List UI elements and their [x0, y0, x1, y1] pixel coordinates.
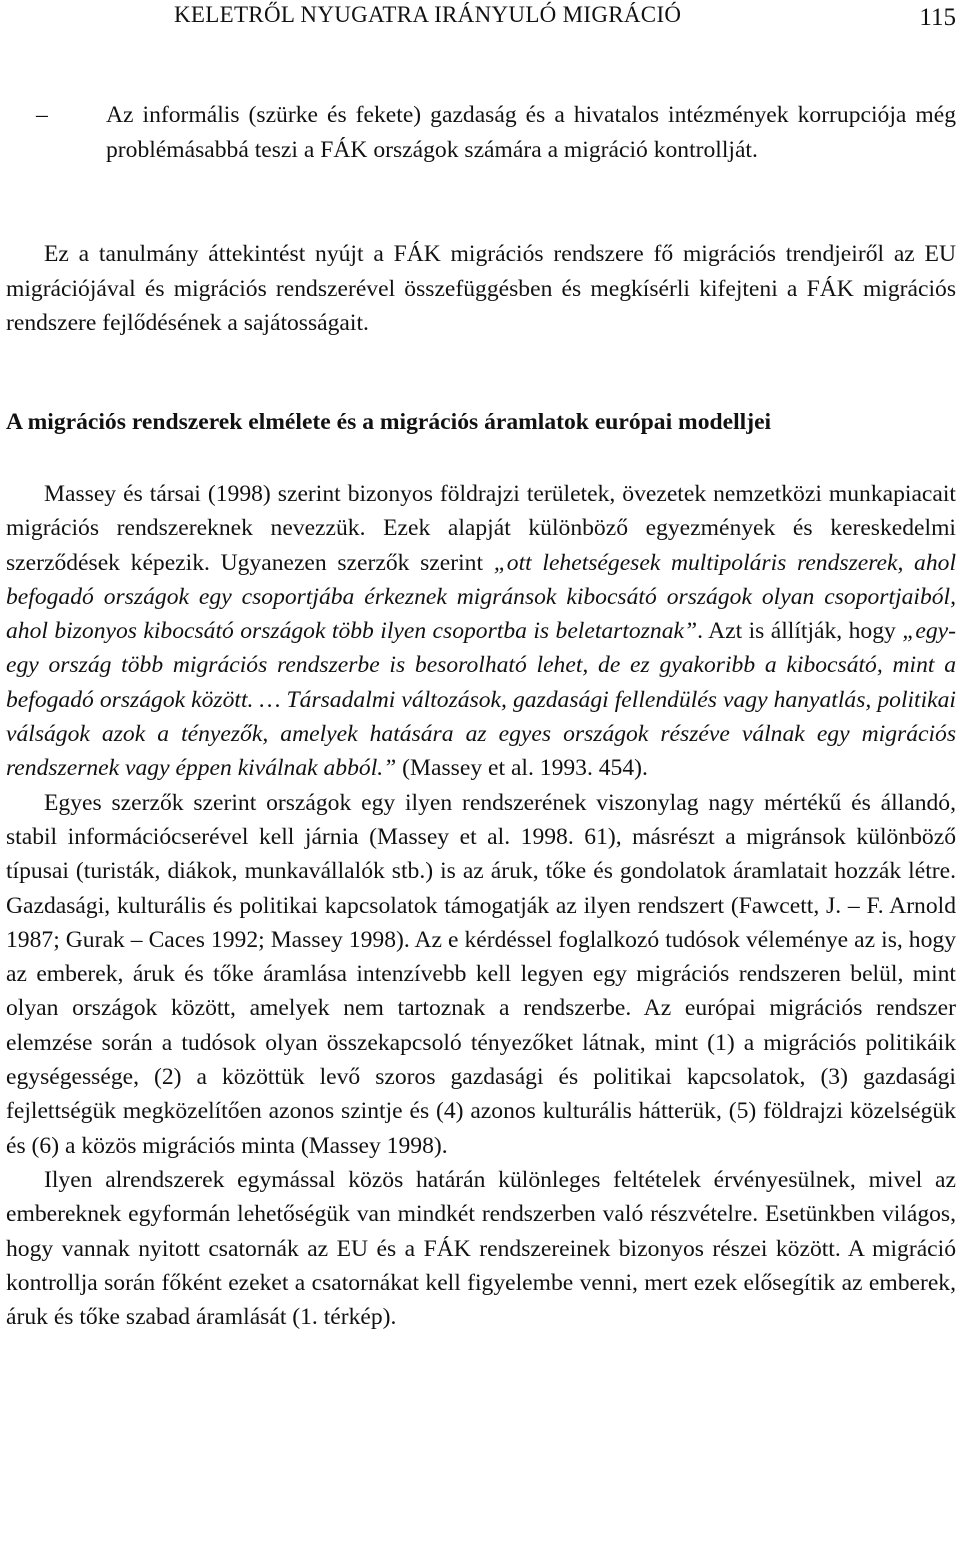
bullet-text: [106, 98, 956, 167]
page-header: [0, 2, 960, 42]
paragraph-authors: Egyes szerzők szerint országok egy ilyen rendszerének viszonylag nagy mértékű és állandó, stabil információcserével kell járnia (Massey et al. 1998. 61), másrészt a migránsok különböző típusai (turisták, diákok, munkavállalók stb.) is az áruk, tőke és gondolatok áramlatait hozzák létre. Gazdasági, kulturális és politikai kapcsolatok támogatják az ilyen rendszert (Fawcett, J. – F. Arnold 1987; Gurak – Caces 1992; Massey 1998). Az e kérdéssel foglalkozó tudósok véleménye az is, hogy az emberek, áruk és tőke áramlása intenzívebb kell legyen egy migrációs rendszeren belül, mint olyan országok között, amelyek nem tartoznak a rendszerbe. Az európai migrációs rendszer elemzése során a tudósok olyan összekapcsoló tényezőket látnak, mint (1) a migrációs politikáik egységessége, (2) a közöttük levő szoros gazdasági és politikai kapcsolatok, (3) gazdasági fejlettségük megközelítően azonos szintje és (4) azonos kulturális hátterük, (5) földrajzi közelségük és (6) a közös migrációs minta (Massey 1998).: [6, 789, 956, 1159]
bullet-item: [6, 98, 956, 167]
page-number: 115: [919, 4, 956, 31]
paragraph-massey-text-a: Massey és társai (1998) szerint bizonyos földrajzi területek, övezetek nemzetközi munkapiacait migrációs rendszereknek nevezzük. Ezek alapját különböző egyezmények és kereskedelmi szerződések képezik. Ugyanezen szerzők szerint: [6, 481, 956, 576]
bullet-dash: –: [36, 102, 48, 128]
body-text: [6, 477, 956, 1334]
quote-country-systems: „egy-egy ország több migrációs rendszerbe is besorolható lehet, de ez gyakoribb a kibocsátó, mint a befogadó országok között. … Társadalmi változások, gazdasági fellendülés vagy hanyatlás, politikai válságok azok a tényezők, amelyek hatására az egyes országok részéve válnak egy migrációs rendszernek vagy éppen kiválnak abból.”: [6, 618, 956, 782]
paragraph-massey-text-b: . Azt is állítják, hogy: [697, 618, 903, 645]
bullet-text-content: Az informális (szürke és fekete) gazdaság és a hivatalos intézmények korrupciója még problémásabbá teszi a FÁK országok számára a migráció kontrollját.: [106, 102, 956, 163]
paragraph-subsystems: Ilyen alrendszerek egymással közös határán különleges feltételek érvényesülnek, mivel az embereknek egyformán lehetőségük van mindkét rendszerben való részvételre. Esetünkben világos, hogy vannak nyitott csatornák az EU és a FÁK rendszereinek bizonyos részei között. A migráció kontrollja során főként ezeket a csatornákat kell figyelembe venni, mert ezek elősegítik az emberek, áruk és tőke szabad áramlását (1. térkép).: [6, 1166, 956, 1331]
citation: (Massey et al. 1993. 454).: [396, 755, 648, 782]
intro-paragraph: Ez a tanulmány áttekintést nyújt a FÁK migrációs rendszere fő migrációs trendjeiről az EU migrációjával és migrációs rendszerével összefüggésben és megkísérli kifejteni a FÁK migrációs rendszere fejlődésének a sajátosságait.: [6, 241, 956, 336]
running-title: KELETRŐL NYUGATRA IRÁNYULÓ MIGRÁCIÓ: [174, 2, 682, 27]
section-heading: A migrációs rendszerek elmélete és a migrációs áramlatok európai modelljei: [6, 409, 772, 435]
quote-multipolar: „ott lehetségesek multipoláris rendszerek, ahol befogadó országok egy csoportjába érkeznek migránsok kibocsátó országok olyan csoportjaiból, ahol bizonyos kibocsátó országok több ilyen csoportba is beletartoznak”: [6, 549, 956, 645]
paragraph-massey: [6, 477, 956, 786]
